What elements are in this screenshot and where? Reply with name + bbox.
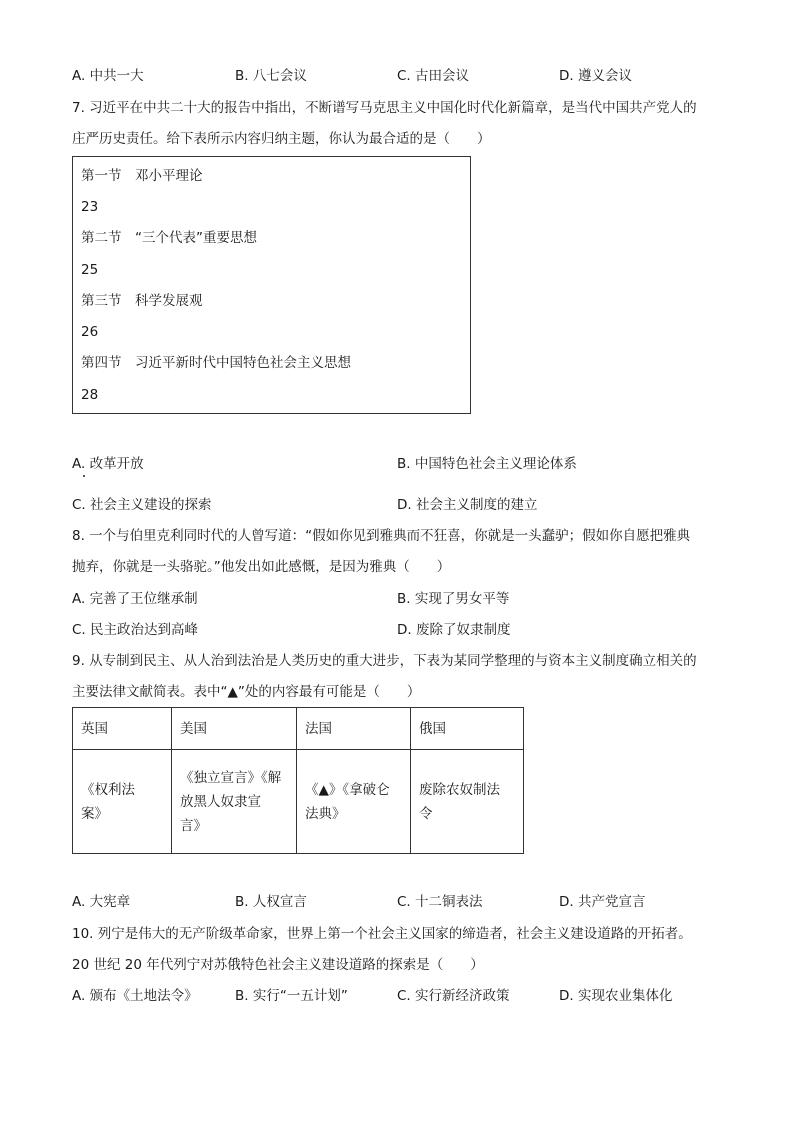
q7-table-row: 第二节 “三个代表”重要思想 (81, 230, 257, 246)
q9-cell-line: 法典》 (305, 805, 346, 822)
q9-cell-line: 案》 (81, 805, 108, 822)
q7-table (72, 156, 471, 414)
q9-header-england: 英国 (73, 708, 172, 750)
q7-option-d: D. 社会主义制度的建立 (397, 497, 538, 513)
q9-option-b: B. 人权宣言 (235, 894, 307, 910)
q8-option-c: C. 民主政治达到高峰 (72, 622, 199, 638)
q9-cell-line: 令 (419, 805, 433, 822)
q7-table-row: 第一节 邓小平理论 (81, 168, 203, 184)
q10-option-b: B. 实行“一五计划” (235, 988, 348, 1004)
q9-option-d: D. 共产党宣言 (559, 894, 646, 910)
q9-cell-france (297, 750, 411, 854)
q9-table-row (73, 750, 524, 854)
q8-option-a: A. 完善了王位继承制 (72, 591, 198, 607)
q9-cell-russia (411, 750, 524, 854)
q8-stem-line2: 抛弃，你就是一头骆驼。”他发出如此感慨，是因为雅典（ ） (72, 559, 451, 575)
q9-header-france: 法国 (297, 708, 411, 750)
q6-option-b: B. 八七会议 (235, 68, 307, 84)
q7-table-row: 28 (81, 387, 99, 403)
q6-option-a: A. 中共一大 (72, 68, 144, 84)
q9-stem-line2: 主要法律文献简表。表中“▲”处的内容最有可能是（ ） (72, 684, 421, 700)
q8-option-d: D. 废除了奴隶制度 (397, 622, 511, 638)
q8-option-b: B. 实现了男女平等 (397, 591, 510, 607)
q7-stem-line2: 庄严历史责任。给下表所示内容归纳主题，你认为最合适的是（ ） (72, 131, 491, 147)
q9-cell-line: 《权利法 (81, 781, 135, 798)
q7-table-row: 26 (81, 324, 99, 340)
q9-option-a: A. 大宪章 (72, 894, 131, 910)
q8-stem-line1: 8. 一个与伯里克利同时代的人曾写道：“假如你见到雅典而不狂喜，你就是一头蠢驴；假如你自愿把雅典 (72, 528, 691, 544)
q9-header-russia: 俄国 (411, 708, 524, 750)
q9-table (72, 707, 524, 854)
q9-table-header-row (73, 708, 524, 750)
q7-option-a: A. 改革开放 (72, 456, 144, 472)
q6-option-c: C. 古田会议 (397, 68, 470, 84)
q10-stem-line2: 20 世纪 20 年代列宁对苏俄特色社会主义建设道路的探索是（ ） (72, 957, 484, 973)
q9-cell-usa (172, 750, 297, 854)
q7-table-row: 第三节 科学发展观 (81, 293, 203, 309)
q9-cell-england (73, 750, 172, 854)
stray-dot (83, 475, 85, 477)
q7-option-c: C. 社会主义建设的探索 (72, 497, 212, 513)
q7-option-b: B. 中国特色社会主义理论体系 (397, 456, 577, 472)
q9-cell-line: 言》 (180, 817, 207, 834)
q9-cell-line: 《▲》《拿破仑 (305, 781, 390, 798)
q9-cell-line: 放黑人奴隶宣 (180, 793, 261, 810)
q7-stem-line1: 7. 习近平在中共二十大的报告中指出，不断谱写马克思主义中国化时代化新篇章，是当代中国共产党人的 (72, 100, 697, 116)
q7-table-row: 25 (81, 262, 99, 278)
q7-table-row: 第四节 习近平新时代中国特色社会主义思想 (81, 355, 351, 371)
q9-option-c: C. 十二铜表法 (397, 894, 483, 910)
q10-stem-line1: 10. 列宁是伟大的无产阶级革命家，世界上第一个社会主义国家的缔造者，社会主义建设道路的开拓者。 (72, 926, 692, 942)
q7-table-row: 23 (81, 199, 99, 215)
q10-option-a: A. 颁布《土地法令》 (72, 988, 198, 1004)
q9-cell-line: 《独立宣言》《解 (180, 769, 282, 786)
q10-option-c: C. 实行新经济政策 (397, 988, 510, 1004)
q9-header-usa: 美国 (172, 708, 297, 750)
q9-stem-line1: 9. 从专制到民主、从人治到法治是人类历史的重大进步，下表为某同学整理的与资本主义制度确立相关的 (72, 653, 697, 669)
q6-option-d: D. 遵义会议 (559, 68, 632, 84)
q10-option-d: D. 实现农业集体化 (559, 988, 673, 1004)
q9-cell-line: 废除农奴制法 (419, 781, 500, 798)
